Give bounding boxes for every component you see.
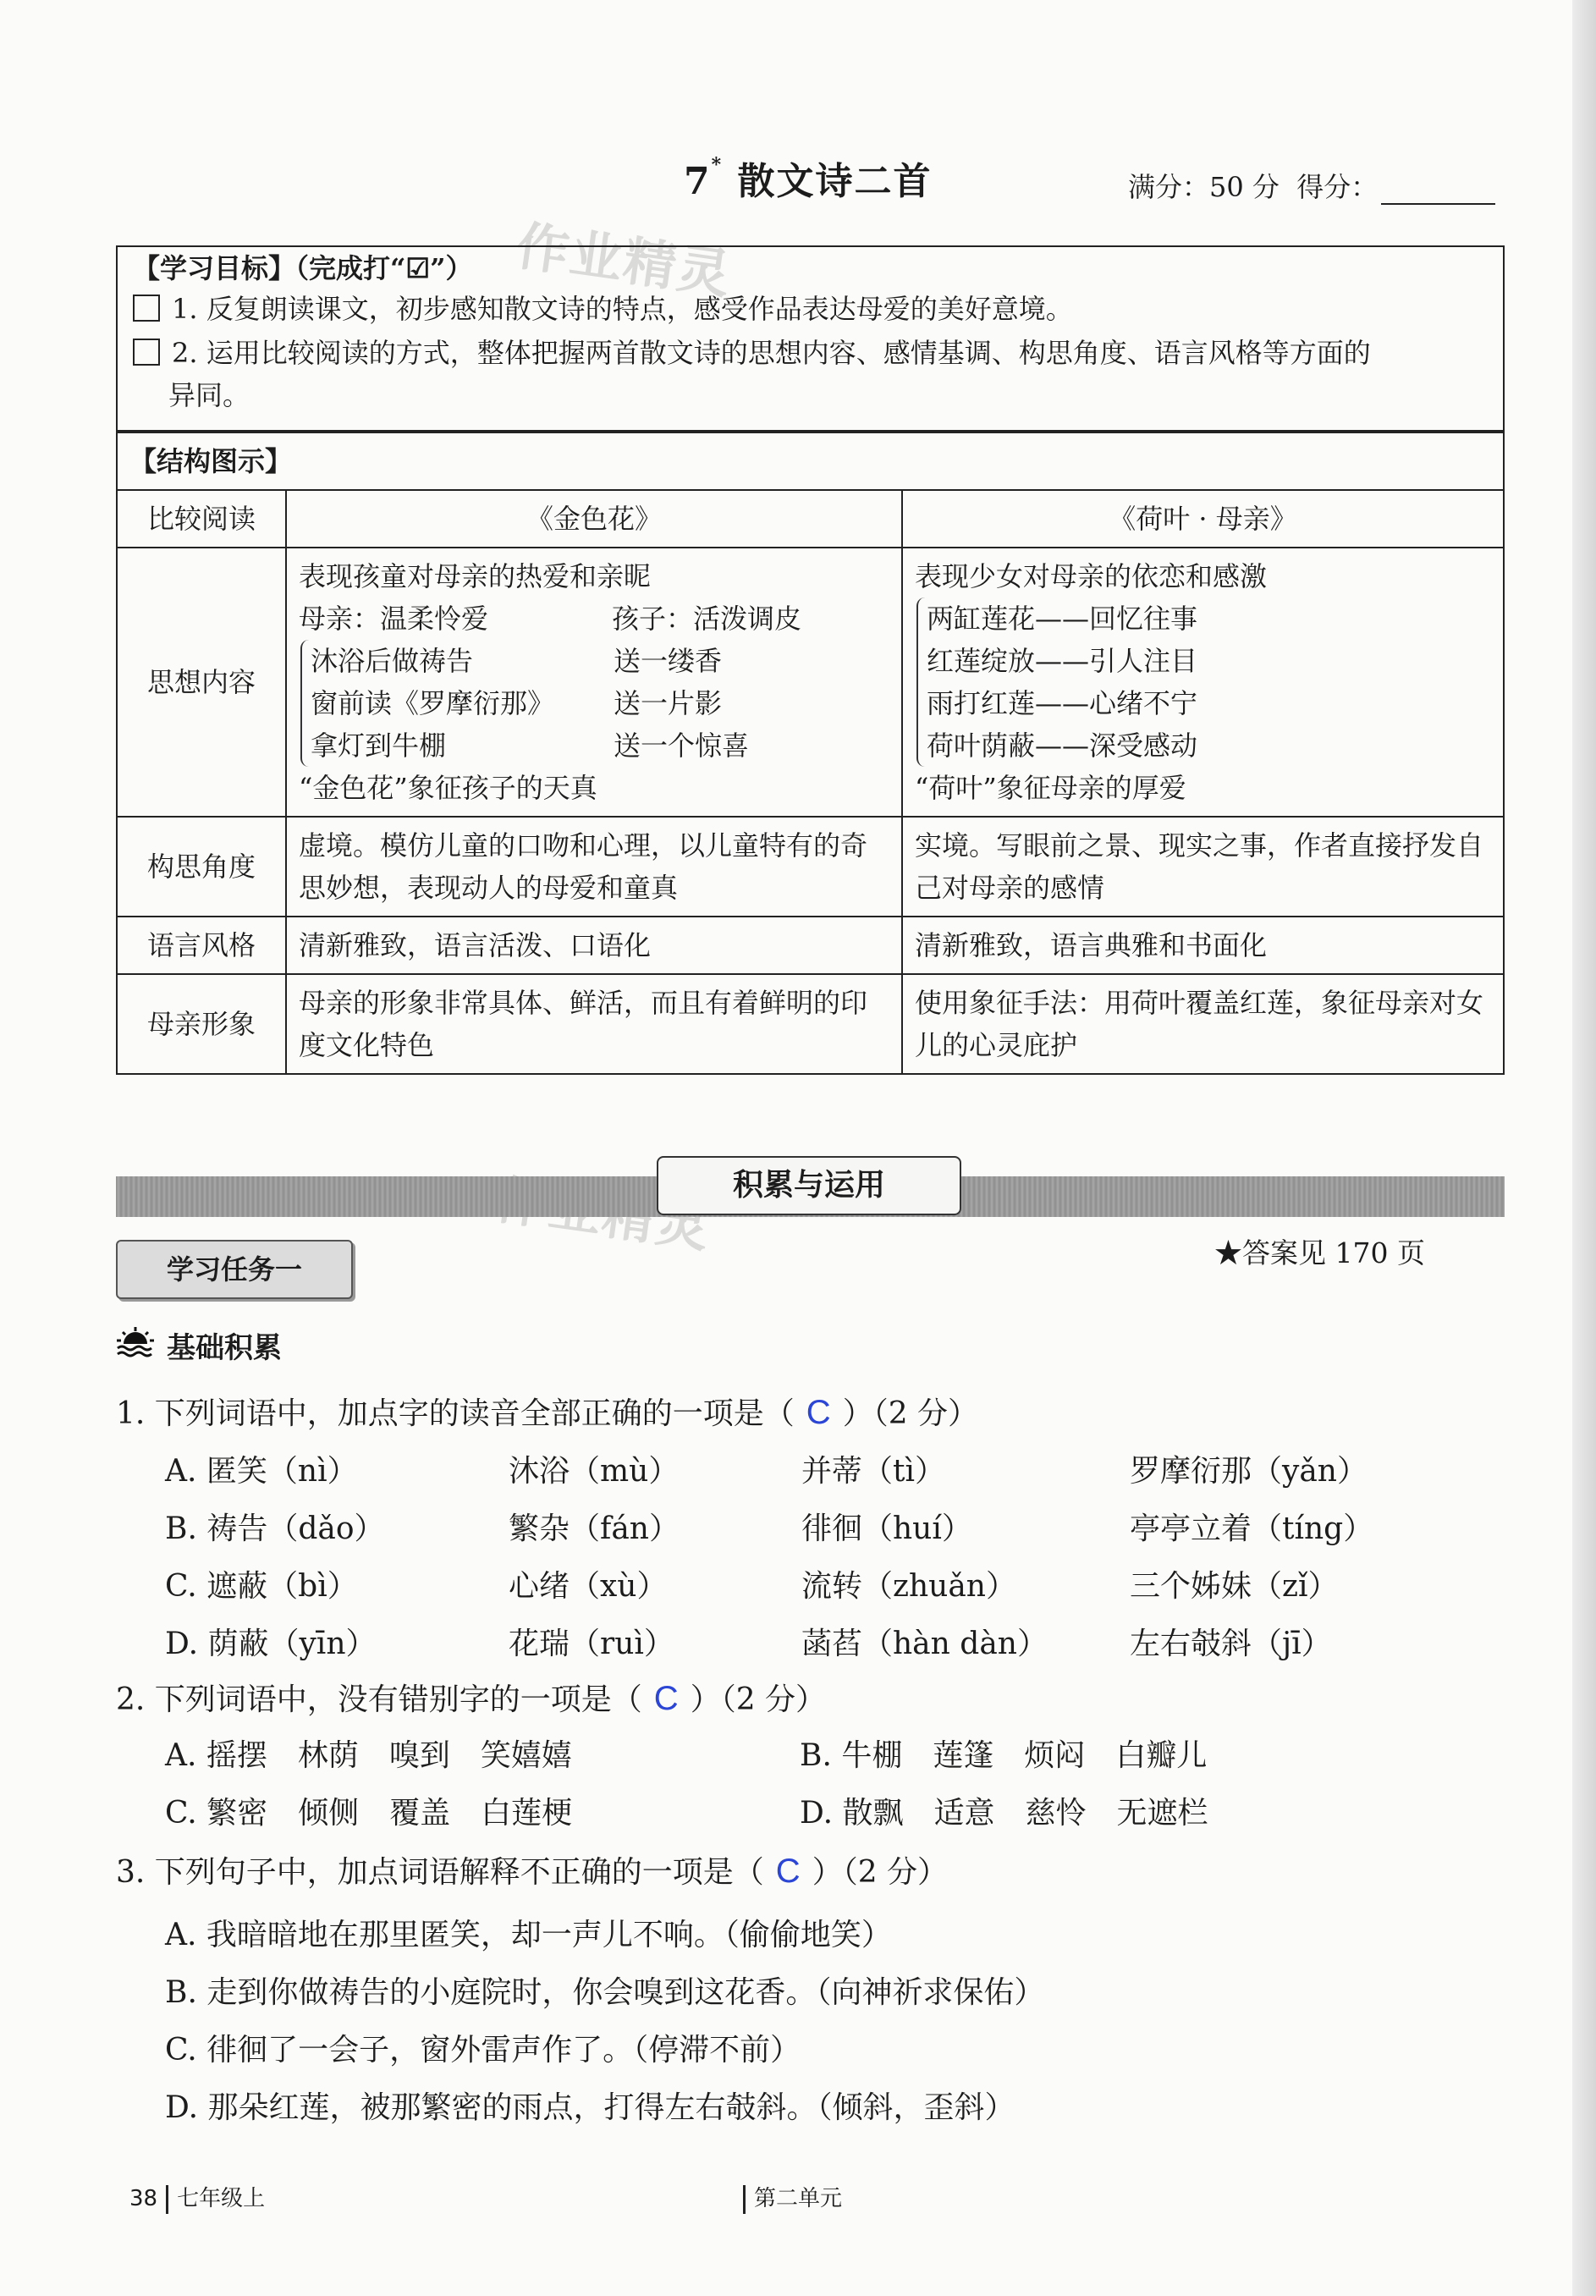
angle-jinsehua: 虚境。模仿儿童的口吻和心理，以儿童特有的奇思妙想，表现动人的母爱和童真 — [286, 817, 902, 917]
row-label-style: 语言风格 — [117, 917, 286, 974]
checkbox-icon[interactable] — [133, 295, 160, 322]
content-heye: 表现少女对母亲的依恋和感激 两缸莲花——回忆往事 红莲绽放——引人注目 雨打红莲——心绪不宁 荷叶荫蔽——深受感动 “荷叶”象征母亲的厚爱 — [902, 548, 1504, 817]
goals-heading: 【学习目标】（完成打“☑”） — [133, 252, 473, 284]
lesson-title: 散文诗二首 — [737, 160, 933, 203]
full-score: 满分：50 分 — [1128, 171, 1280, 203]
score-area — [1128, 166, 1495, 205]
answer-mark: C — [653, 1680, 679, 1717]
page-title — [684, 151, 932, 205]
page-number: 38 — [129, 2186, 158, 2211]
unit-label: 第二单元 — [754, 2186, 843, 2211]
score-label: 得分： — [1296, 171, 1379, 203]
score-blank[interactable] — [1381, 178, 1495, 205]
goal-item-2-cont: 异同。 — [168, 379, 250, 411]
mother-jinsehua: 母亲的形象非常具体、鲜活，而且有着鲜明的印度文化特色 — [286, 974, 902, 1074]
style-jinsehua: 清新雅致，语言活泼、口语化 — [286, 917, 902, 974]
watermark: 作业精灵 — [512, 214, 736, 306]
answer-mark: C — [806, 1394, 831, 1431]
angle-heye: 实境。写眼前之景、现实之事，作者直接抒发自己对母亲的感情 — [902, 817, 1504, 917]
structure-table — [116, 432, 1505, 1075]
question-1: 1. 下列词语中，加点字的读音全部正确的一项是（ C ）（2 分） — [116, 1394, 979, 1431]
col-header-compare: 比较阅读 — [117, 490, 286, 548]
structure-heading: 【结构图示】 — [117, 432, 1504, 490]
row-label-mother: 母亲形象 — [117, 974, 286, 1074]
row-label-angle: 构思角度 — [117, 817, 286, 917]
q3-option-b[interactable]: B. 走到你做祷告的小庭院时，你会嗅到这花香。（向神祈求保佑） — [165, 1975, 1045, 2010]
scan-edge — [1572, 0, 1596, 2296]
answer-mark: C — [775, 1853, 801, 1890]
q2-option-b[interactable]: B. 牛棚 莲篷 烦闷 白瓣儿 — [800, 1738, 1208, 1773]
basic-heading: 基础积累 — [116, 1324, 282, 1366]
answer-reference: ★答案见 170 页 — [1214, 1236, 1425, 1269]
checkbox-icon[interactable] — [133, 339, 160, 366]
question-2: 2. 下列词语中，没有错别字的一项是（ C ）（2 分） — [116, 1680, 827, 1717]
goal-item-1: 1. 反复朗读课文，初步感知散文诗的特点，感受作品表达母爱的美好意境。 — [133, 288, 1073, 330]
grade-label: 七年级上 — [177, 2186, 266, 2211]
content-jinsehua: 表现孩童对母亲的热爱和亲昵 母亲：温柔怜爱 孩子：活泼调皮 沐浴后做祷告 送一缕香 窗前读《罗摩衍那》 送一片影 拿灯到牛棚 送一个惊喜 “金色花”象征孩子的天真 — [286, 548, 902, 817]
footer-left — [129, 2181, 265, 2214]
q3-option-c[interactable]: C. 徘徊了一会子，窗外雷声作了。（停滞不前） — [165, 2033, 801, 2068]
lesson-mark: * — [711, 154, 724, 176]
q2-option-d[interactable]: D. 散飘 适意 慈怜 无遮栏 — [800, 1796, 1208, 1831]
row-label-content: 思想内容 — [117, 548, 286, 817]
mother-heye: 使用象征手法：用荷叶覆盖红莲，象征母亲对女儿的心灵庇护 — [902, 974, 1504, 1074]
q2-option-a[interactable]: A. 摇摆 林荫 嗅到 笑嬉嬉 — [165, 1738, 572, 1773]
style-heye: 清新雅致，语言典雅和书面化 — [902, 917, 1504, 974]
goal-item-2: 2. 运用比较阅读的方式，整体把握两首散文诗的思想内容、感情基调、构思角度、语言风格等方面的 — [133, 332, 1371, 374]
q2-option-c[interactable]: C. 繁密 倾侧 覆盖 白莲梗 — [165, 1796, 573, 1831]
col-header-jinsehua: 《金色花》 — [286, 490, 902, 548]
lesson-number: 7 — [684, 160, 712, 203]
footer-right — [743, 2181, 842, 2214]
learning-goals — [116, 245, 1505, 432]
col-header-heye: 《荷叶 · 母亲》 — [902, 490, 1504, 548]
section-banner: 积累与运用 — [657, 1156, 961, 1215]
brace-group: 两缸莲花——回忆往事 红莲绽放——引人注目 雨打红莲——心绪不宁 荷叶荫蔽——深受感动 — [916, 597, 1491, 767]
question-3: 3. 下列句子中，加点词语解释不正确的一项是（ C ）（2 分） — [116, 1853, 949, 1890]
q3-option-a[interactable]: A. 我暗暗地在那里匿笑，却一声儿不响。（偷偷地笑） — [165, 1918, 892, 1952]
brace-group: 沐浴后做祷告 送一缕香 窗前读《罗摩衍那》 送一片影 拿灯到牛棚 送一个惊喜 — [300, 640, 889, 767]
sunrise-icon — [116, 1327, 155, 1365]
q3-option-d[interactable]: D. 那朵红莲，被那繁密的雨点，打得左右攲斜。（倾斜，歪斜） — [165, 2090, 1015, 2125]
task-tag: 学习任务一 — [116, 1240, 353, 1299]
